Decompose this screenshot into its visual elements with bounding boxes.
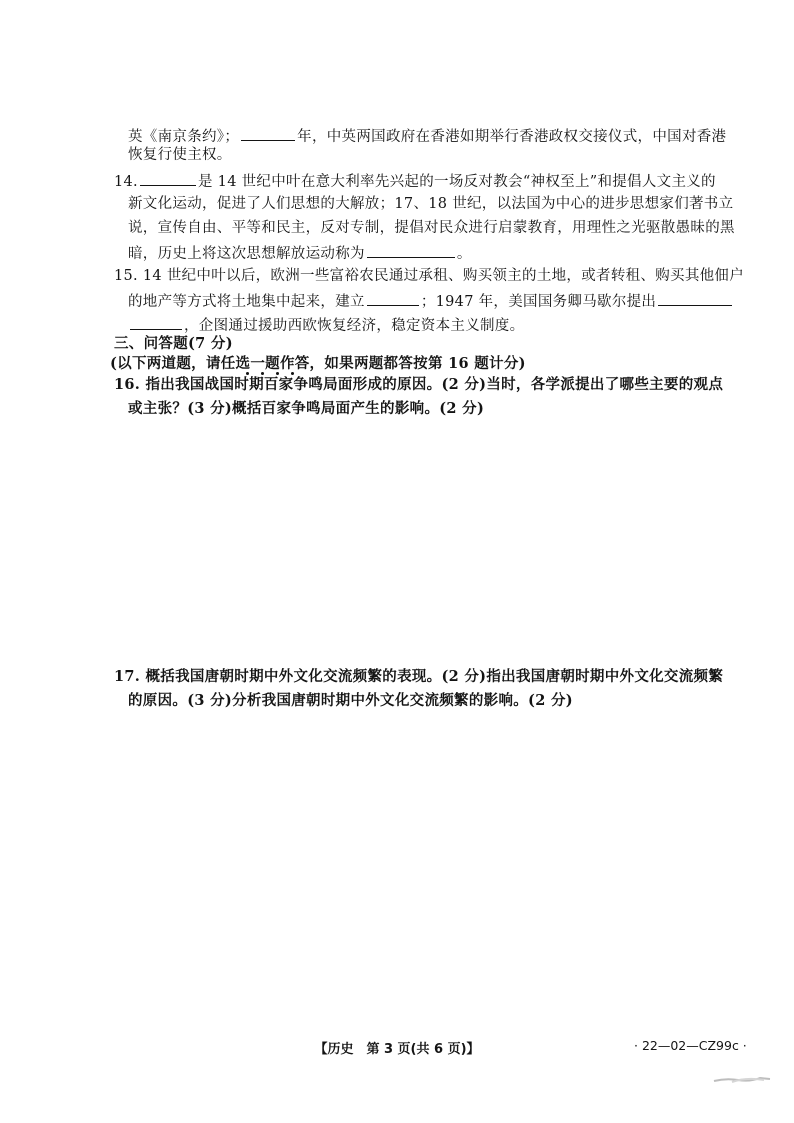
page-number-text: 【历史 第 3 页(共 6 页)】 — [314, 1042, 480, 1057]
scan-smudge — [712, 1072, 772, 1084]
q14-line-1 — [114, 170, 716, 192]
q15-line-3 — [128, 314, 524, 336]
q14-line-2 — [128, 194, 733, 214]
q13-text-c: 恢复行使主权。 — [128, 147, 232, 163]
q14-line-4 — [128, 242, 472, 264]
answer-blank — [241, 125, 295, 141]
q13-text-a: 英《南京条约》； — [128, 129, 240, 145]
q17-text-2: 的原因。(3 分)分析我国唐朝时期中外文化交流频繁的影响。(2 分) — [128, 692, 573, 709]
q16-text-2: 或主张？(3 分)概括百家争鸣局面产生的影响。(2 分) — [128, 400, 485, 417]
answer-blank — [130, 314, 182, 330]
q16-text-1: 16. 指出我国战国时期百家争鸣局面形成的原因。(2 分)当时，各学派提出了哪些主要的观点 — [114, 376, 724, 393]
q15-line-1 — [114, 266, 744, 286]
paper-code-text: · 22—02—CZ99c · — [634, 1038, 747, 1053]
q14-text-1: 是 14 世纪中叶在意大利率先兴起的一场反对教会“神权至上”和提倡人文主义的 — [197, 174, 716, 190]
q17-line-1 — [114, 667, 723, 687]
q15-text-3: ，企图通过援助西欧恢复经济，稳定资本主义制度。 — [184, 318, 525, 334]
q15-text-2b: ；1947 年，美国国务卿马歇尔提出 — [420, 294, 657, 310]
section-instruction — [110, 354, 526, 374]
q15-line-2 — [128, 290, 734, 312]
q14-text-4: 暗，历史上将这次思想解放运动称为 — [128, 246, 365, 262]
section-heading-text: 三、问答题(7 分) — [114, 335, 233, 352]
q15-text-1: 15. 14 世纪中叶以后，欧洲一些富裕农民通过承租、购买领主的土地，或者转租、购买其他佃户 — [114, 268, 745, 284]
q17-line-2 — [128, 691, 573, 711]
answer-blank — [658, 290, 732, 306]
q14-text-2: 新文化运动，促进了人们思想的大解放；17、18 世纪，以法国为中心的进步思想家们著书立 — [128, 196, 734, 212]
q14-text-end: 。 — [456, 246, 472, 262]
q13-line-1 — [128, 125, 726, 147]
section-heading — [114, 334, 233, 354]
q14-number: 14. — [114, 174, 138, 190]
q16-line-1 — [114, 375, 723, 395]
answer-blank — [367, 242, 455, 258]
answer-blank — [367, 290, 419, 306]
paper-code — [634, 1038, 747, 1053]
q14-text-3: 说，宣传自由、平等和民主，反对专制，提倡对民众进行启蒙教育，用理性之光驱散愚昧的黑 — [128, 220, 735, 236]
q14-line-3 — [128, 218, 735, 238]
q16-line-2 — [128, 399, 484, 419]
q13-text-b: 年，中英两国政府在香港如期举行香港政权交接仪式，中国对香港 — [297, 129, 727, 145]
q15-text-2a: 的地产等方式将土地集中起来，建立 — [128, 294, 365, 310]
answer-blank — [140, 170, 196, 186]
q17-text-1: 17. 概括我国唐朝时期中外文化交流频繁的表现。(2 分)指出我国唐朝时期中外文化交流频繁 — [114, 668, 724, 685]
section-instruction-text: (以下两道题，请任选一题作答，如果两题都答按第 16 题计分) — [110, 355, 526, 372]
q13-line-2 — [128, 145, 232, 165]
